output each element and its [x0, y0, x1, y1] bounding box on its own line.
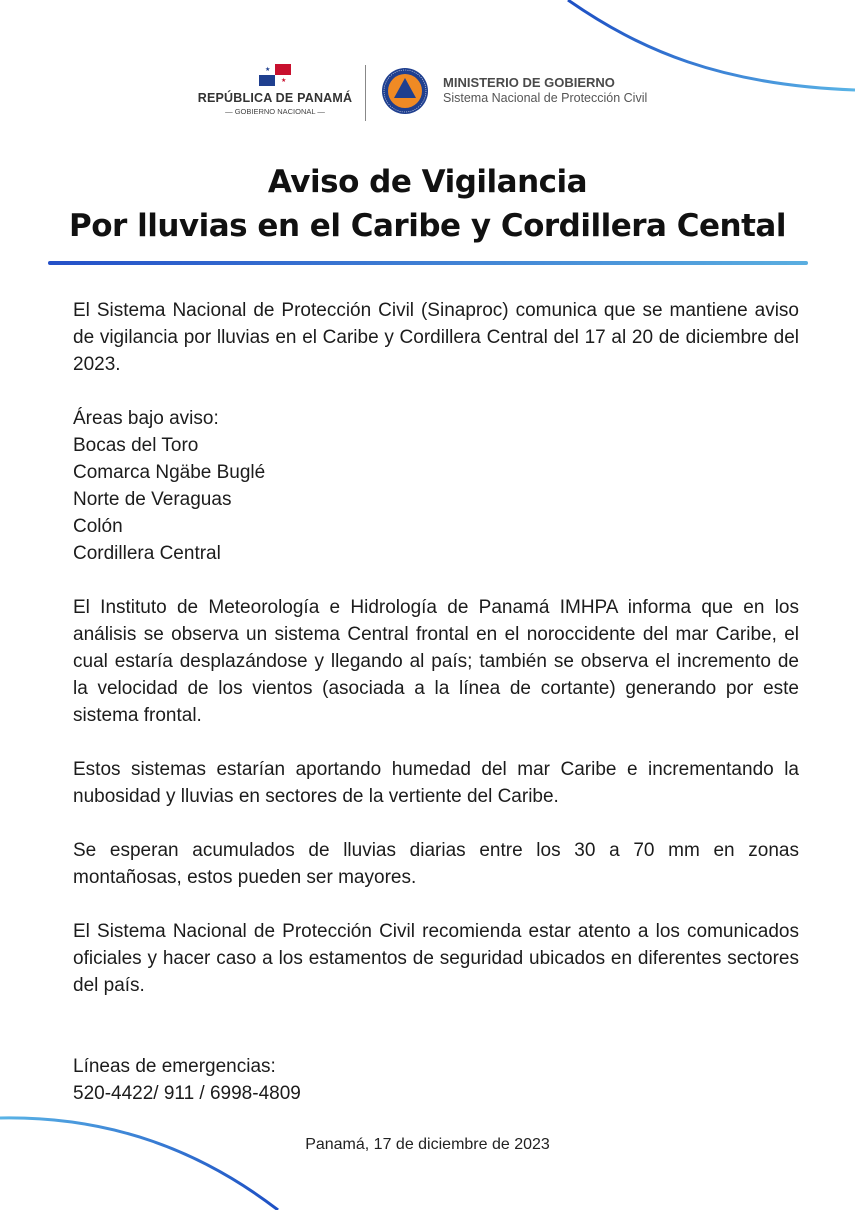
intro-paragraph: El Sistema Nacional de Protección Civil (Sinaproc) comunica que se mantiene aviso de vigilancia por lluvias en el Caribe y Cordillera Central del 17 al 20 de diciembre del 2023. [73, 300, 799, 375]
republic-name: REPÚBLICA DE PANAMÁ [197, 91, 353, 105]
imhpa-paragraph: El Instituto de Meteorología e Hidrología de Panamá IMHPA informa que en los análisis se observa un sistema Central frontal en el noroccidente del mar Caribe, el cual estaría desplazándose y llegando al país; también se observa el incremento de la velocidad de los vientos (asociada a la línea de cortante) generando por este sistema frontal. [73, 597, 799, 726]
letterhead [195, 60, 665, 126]
footer-date: Panamá, 17 de diciembre de 2023 [305, 1136, 550, 1153]
notice-body [73, 297, 799, 1107]
list-item: Bocas del Toro [73, 435, 199, 456]
panama-flag-icon: ★ ★ [259, 64, 291, 86]
title-line-2: Por lluvias en el Caribe y Cordillera Cental [69, 208, 786, 244]
systems-paragraph: Estos sistemas estarían aportando humedad del mar Caribe e incrementando la nubosidad y lluvias en sectores de la vertiente del Caribe. [73, 759, 799, 807]
recommendation-paragraph: El Sistema Nacional de Protección Civil recomienda estar atento a los comunicados oficiales y hacer caso a los estamentos de seguridad ubicados en diferentes sectores del país. [73, 921, 799, 996]
emergency-numbers: 520-4422/ 911 / 6998-4809 [73, 1083, 301, 1104]
republic-logo [195, 60, 355, 116]
areas-list [73, 405, 799, 567]
list-item: Colón [73, 516, 123, 537]
sinaproc-seal-icon [381, 67, 429, 115]
ministry-subtitle: Sistema Nacional de Protección Civil [443, 91, 648, 105]
header-divider [365, 65, 366, 121]
republic-subtitle: — GOBIERNO NACIONAL — [225, 107, 325, 116]
title-underline [48, 261, 808, 265]
title-line-1: Aviso de Vigilancia [267, 164, 588, 200]
page-title [0, 160, 855, 248]
ministry-title: MINISTERIO DE GOBIERNO [443, 75, 615, 90]
list-item: Cordillera Central [73, 543, 221, 564]
list-item: Comarca Ngäbe Buglé [73, 462, 266, 483]
list-item: Norte de Veraguas [73, 489, 232, 510]
emergency-label: Líneas de emergencias: [73, 1056, 276, 1077]
areas-label: Áreas bajo aviso: [73, 408, 219, 429]
accumulation-paragraph: Se esperan acumulados de lluvias diarias entre los 30 a 70 mm en zonas montañosas, estos pueden ser mayores. [73, 840, 799, 888]
